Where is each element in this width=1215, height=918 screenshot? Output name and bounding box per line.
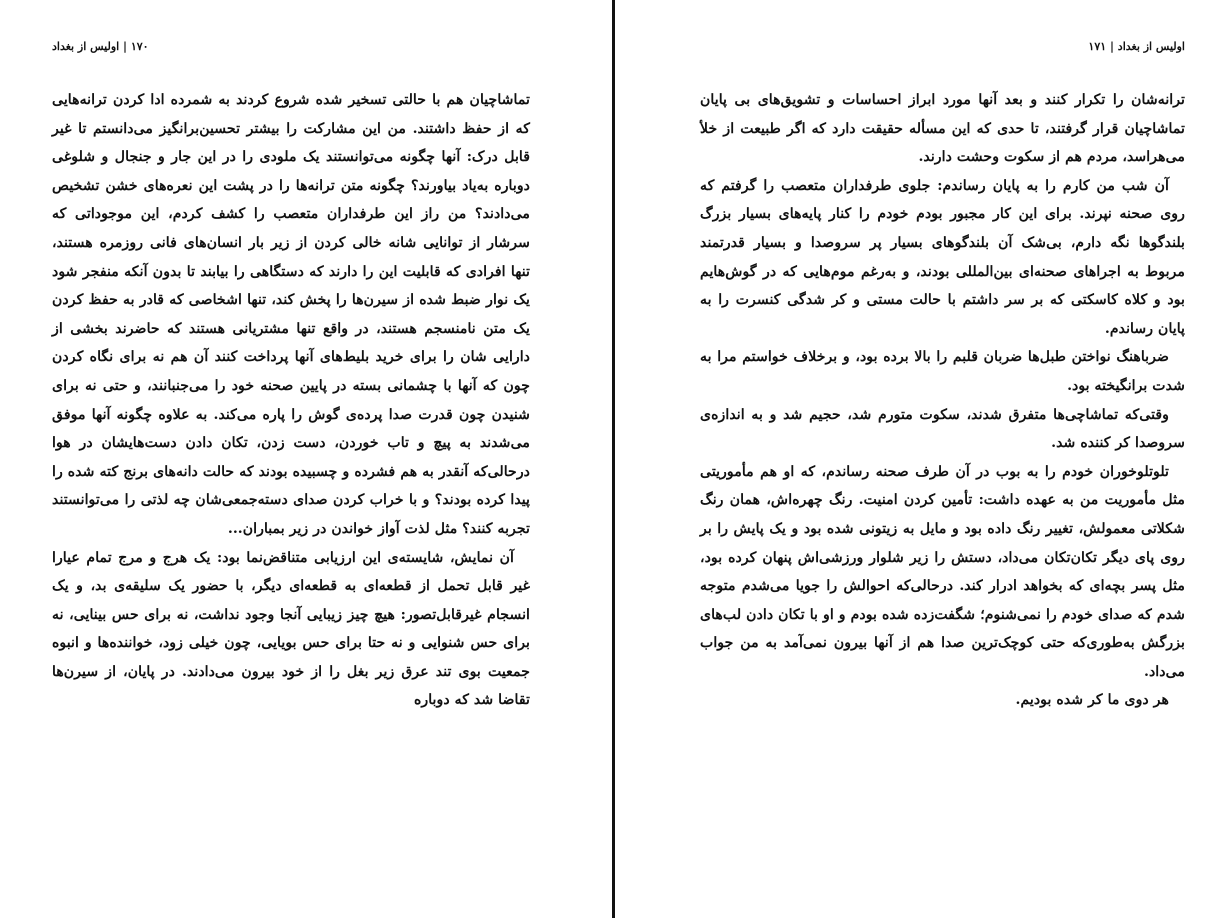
left-page [52,0,530,918]
right-page-body [700,86,1185,715]
paragraph: هر دوی ما کر شده بودیم. [1015,692,1169,709]
right-page [700,0,1185,918]
left-page-body [52,86,530,715]
left-page-header: ۱۷۰ | اولیس از بغداد [52,40,149,53]
page-gutter-divider [612,0,615,918]
paragraph: آن شب من کارم را به پایان رساندم: جلوی طرفداران متعصب را گرفتم که روی صحنه نپرند. برای این کار مجبور بودم خودم را کنار پایه‌های بسیار بزرگ بلندگوها نگه دارم، بی‌شک آن بلندگوهای بسیار پر سروصدا و بسیار قدرتمند مربوط به اجراهای صحنه‌ای بین‌المللی بودند، و به‌رغم موم‌هایی که در گوش‌هایم بود و کلاه کاسکتی که بر سر داشتم با حالت مستی و کر شدگی کنسرت را به پایان رساندم. [700,177,1185,337]
paragraph: تلوتلوخوران خودم را به بوب در آن طرف صحنه رساندم، که او هم مأموریتی مثل مأموریت من به عهده داشت: تأمین کردن امنیت. رنگ چهره‌اش، همان رنگ شکلاتی معمولش، تغییر رنگ داده بود و مایل به زیتونی شده بود و یک پایش را بر روی پای دیگر تکان‌تکان می‌داد، دستش را زیر شلوار ورزشی‌اش پنهان کرده بود، مثل پسر بچه‌ای که بخواهد ادرار کند. درحالی‌که احوالش را جویا می‌شدم متوجه شدم که صدای خودم را نمی‌شنوم؛ شگفت‌زده شده بودم و او با تکان دادن لب‌های بزرگش به‌طوری‌که حتی کوچک‌ترین صدا هم از آنها بیرون نمی‌آمد به من جواب می‌داد. [700,463,1185,680]
right-page-header: اولیس از بغداد | ۱۷۱ [1088,40,1185,53]
paragraph: ضرباهنگ نواختن طبل‌ها ضربان قلبم را بالا برده بود، و برخلاف خواستم مرا به شدت برانگیخته بود. [700,349,1185,394]
paragraph: تماشاچیان هم با حالتی تسخیر شده شروع کردند به شمرده ادا کردن ترانه‌هایی که از حفظ داشتند. من این مشارکت را بیشتر تحسین‌برانگیز می‌دانستم تا غیر قابل درک: آنها چگونه می‌توانستند یک ملودی را در این جار و جنجال و شلوغی دوباره به‌یاد بیاورند؟ چگونه متن ترانه‌ها را در پشت این نعره‌های خشن تشخیص می‌دادند؟ من راز این طرفداران متعصب را کشف کردم، این موجوداتی که سرشار از توانایی شانه خالی کردن از زیر بار انسان‌های فانی روزمره هستند، تنها افرادی که قابلیت این را دارند که دستگاهی را بیابند تا بدون آنکه منفجر شود یک نوار ضبط شده از سیرن‌ها را پخش کند، تنها اشخاصی که قادر به حفظ کردن یک متن نامنسجم هستند، در واقع تنها مشتریانی هستند که حاضرند بخشی از دارایی شان را برای خرید بلیط‌های آنها پرداخت کنند آن هم نه برای نگاه کردن چون که آنها با چشمانی بسته در پایین صحنه خود را می‌جنبانند، و حتی نه برای شنیدن چون قدرت صدا پرده‌ی گوش را پاره می‌کند. به علاوه چگونه آنها موفق می‌شدند به پیچ و تاب خوردن، دست زدن، تکان دادن دست‌هایشان در هوا درحالی‌که آنقدر به هم فشرده و چسبیده بودند که حالت دانه‌های برنج کته شده را پیدا کرده بودند؟ و با خراب کردن صدای دسته‌جمعی‌شان چه لذتی را می‌توانستند تجربه کنند؟ مثل لذت آواز خواندن در زیر بمباران... [52,92,530,537]
paragraph: ترانه‌شان را تکرار کنند و بعد آنها مورد ابراز احساسات و تشویق‌های بی پایان تماشاچیان قرار گرفتند، تا حدی که این مسأله حقیقت دارد که اگر طبیعت از خلأ می‌هراسد، مردم هم از سکوت وحشت دارند. [700,92,1185,166]
paragraph: وقتی‌که تماشاچی‌ها متفرق شدند، سکوت متورم شد، حجیم شد و به اندازه‌ی سروصدا کر کننده شد. [700,406,1185,452]
paragraph: آن نمایش، شایسته‌ی این ارزیابی متناقض‌نما بود: یک هرج و مرج تمام عیارا غیر قابل تحمل از قطعه‌ای به قطعه‌ای دیگر، با حضور یک سلیقه‌ی بد، و یک انسجام غیرقابل‌تصور: هیچ چیز زیبایی آنجا وجود نداشت، نه برای حس بینایی، نه برای حس شنوایی و نه حتا برای حس بویایی، چون خیلی زود، خواننده‌ها و انبوه جمعیت بوی تند عرق زیر بغل را از خود بیرون می‌دادند. در پایان، از سیرن‌ها تقاضا شد که دوباره [52,549,530,709]
